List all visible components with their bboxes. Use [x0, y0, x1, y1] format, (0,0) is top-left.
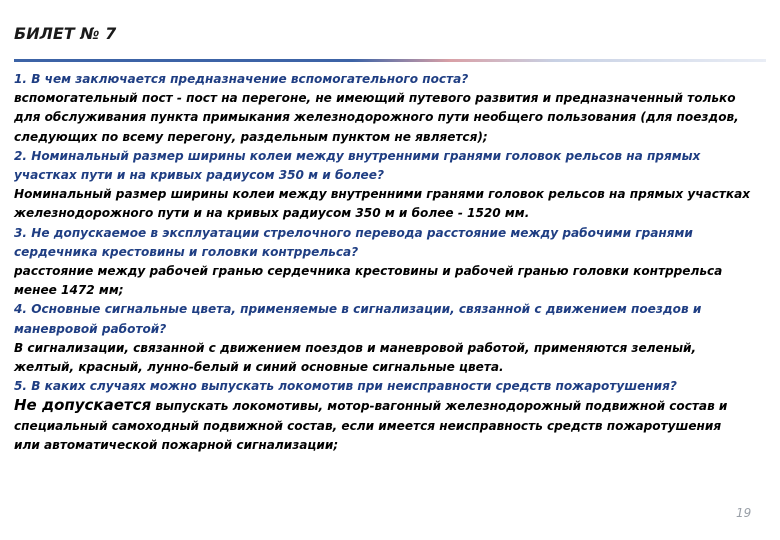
text-line: менее 1472 мм;: [14, 283, 124, 298]
text-line: маневровой работой?: [14, 321, 167, 336]
text-line: следующих по всему перегону, раздельным пунктом не является);: [14, 129, 488, 144]
text-line: 2. Номинальный размер ширины колеи между внутренними гранями головок рельсов на прямых: [14, 148, 701, 163]
page-title: БИЛЕТ № 7: [14, 24, 117, 43]
text-line: расстояние между рабочей гранью сердечника крестовины и рабочей гранью головки контррельса: [14, 264, 723, 279]
text-line: 4. Основные сигнальные цвета, применяемые в сигнализации, связанной с движением поездов и: [14, 302, 702, 317]
text-line: желтый, красный, лунно-белый и синий основные сигнальные цвета.: [14, 360, 504, 375]
text-line: 3. Не допускаемое в эксплуатации стрелочного перевода расстояние между рабочими гранями: [14, 225, 693, 240]
answer-rest: выпускать локомотивы, мотор-вагонный железнодорожный подвижной состав и: [151, 399, 728, 414]
text-line: или автоматической пожарной сигнализации;: [14, 437, 339, 452]
text-line: участках пути и на кривых радиусом 350 м и более?: [14, 168, 384, 183]
text-line: В сигнализации, связанной с движением поездов и маневровой работой, применяются зеленый,: [14, 340, 697, 355]
answer-lead: Не допускается: [14, 396, 152, 415]
page-number: 19: [736, 506, 752, 520]
title-divider: [14, 59, 766, 62]
text-line: для обслуживания пункта примыкания железнодорожного пути необщего пользования (для поездов,: [14, 110, 739, 125]
text-line: Номинальный размер ширины колеи между внутренними гранями головок рельсов на прямых участках: [14, 187, 751, 202]
text-line: 1. В чем заключается предназначение вспомогательного поста?: [14, 72, 469, 86]
text-line: железнодорожного пути и на кривых радиусом 350 м и более - 1520 мм.: [14, 206, 530, 221]
text-line-answer-5: [14, 396, 772, 416]
text-line: вспомогательный пост - пост на перегоне, не имеющий путевого развития и предназначенный только: [14, 91, 736, 106]
text-line: сердечника крестовины и головки контррельса?: [14, 244, 359, 259]
text-line: специальный самоходный подвижной состав, если имеется неисправность средств пожаротушения: [14, 418, 722, 433]
text-line: 5. В каких случаях можно выпускать локомотив при неисправности средств пожаротушения?: [14, 379, 677, 394]
ticket-content: [14, 70, 772, 455]
